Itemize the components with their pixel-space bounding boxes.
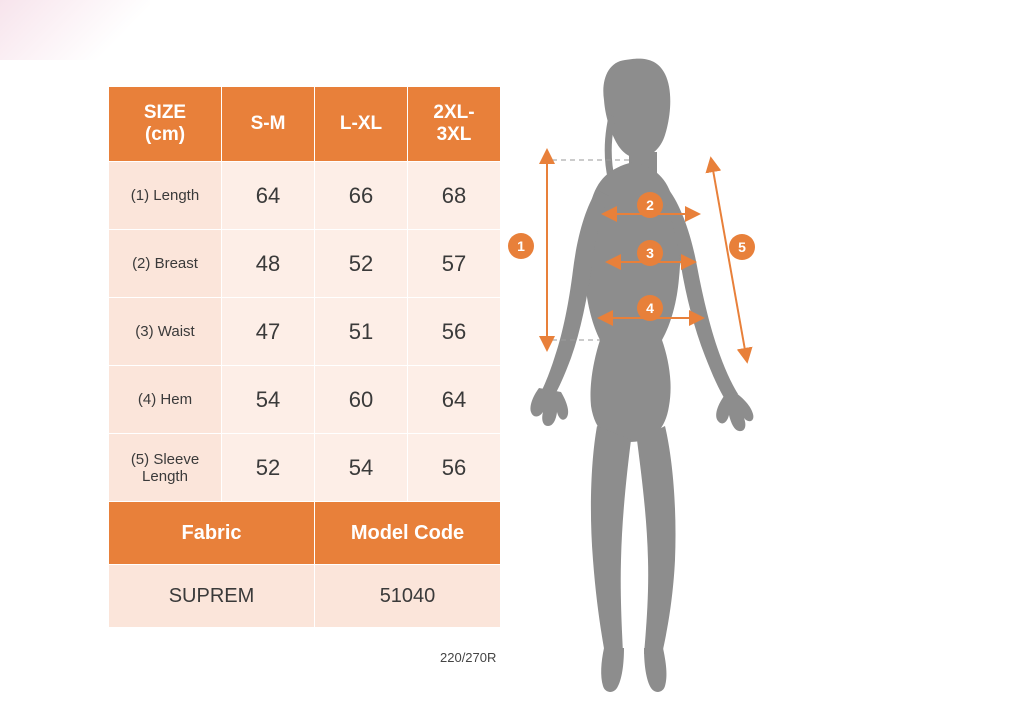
cell-breast-s-m: 48 [222, 230, 315, 298]
female-body-silhouette [530, 59, 753, 692]
column-header-l-xl: L-XL [315, 87, 408, 162]
cell-waist-s-m: 47 [222, 298, 315, 366]
footer-label-model-code: Model Code [315, 502, 501, 565]
cell-breast-2xl-3xl: 57 [408, 230, 501, 298]
footer-value-model-code: 51040 [315, 565, 501, 628]
row-label-waist: (3) Waist [109, 298, 222, 366]
table-body [109, 162, 501, 628]
size-chart-table [108, 86, 501, 628]
row-label-length: (1) Length [109, 162, 222, 230]
table-footer-header-row [109, 502, 501, 565]
table-row [109, 162, 501, 230]
column-header-2xl-3xl: 2XL- 3XL [408, 87, 501, 162]
row-label-hem: (4) Hem [109, 366, 222, 434]
table-header-row [109, 87, 501, 162]
cell-length-2xl-3xl: 68 [408, 162, 501, 230]
row-label-breast: (2) Breast [109, 230, 222, 298]
table-row [109, 298, 501, 366]
marker-badge-4: 4 [637, 295, 663, 321]
size-header-line1: SIZE [143, 102, 187, 124]
table-row [109, 434, 501, 502]
cell-hem-s-m: 54 [222, 366, 315, 434]
measurement-diagram [505, 40, 835, 700]
arrow-sleeve-length [713, 170, 745, 350]
marker-badge-1: 1 [508, 233, 534, 259]
size-header-line2: (cm) [144, 124, 186, 145]
cell-length-l-xl: 66 [315, 162, 408, 230]
decorative-corner-wash [0, 0, 150, 60]
cell-hem-2xl-3xl: 64 [408, 366, 501, 434]
marker-badge-2: 2 [637, 192, 663, 218]
table-header [109, 87, 501, 162]
figure-svg [505, 40, 835, 700]
table-row [109, 230, 501, 298]
cell-waist-l-xl: 51 [315, 298, 408, 366]
footer-label-fabric: Fabric [109, 502, 315, 565]
cell-sleeve-l-xl: 54 [315, 434, 408, 502]
table-footer-value-row [109, 565, 501, 628]
footer-value-fabric: SUPREM [109, 565, 315, 628]
column-header-s-m: S-M [222, 87, 315, 162]
cell-sleeve-2xl-3xl: 56 [408, 434, 501, 502]
reference-code-note: 220/270R [440, 650, 497, 665]
cell-breast-l-xl: 52 [315, 230, 408, 298]
cell-sleeve-s-m: 52 [222, 434, 315, 502]
cell-length-s-m: 64 [222, 162, 315, 230]
cell-waist-2xl-3xl: 56 [408, 298, 501, 366]
row-label-sleeve-length: (5) Sleeve Length [109, 434, 222, 502]
column-header-size [109, 87, 222, 162]
marker-badge-3: 3 [637, 240, 663, 266]
table-row [109, 366, 501, 434]
marker-badge-5: 5 [729, 234, 755, 260]
cell-hem-l-xl: 60 [315, 366, 408, 434]
